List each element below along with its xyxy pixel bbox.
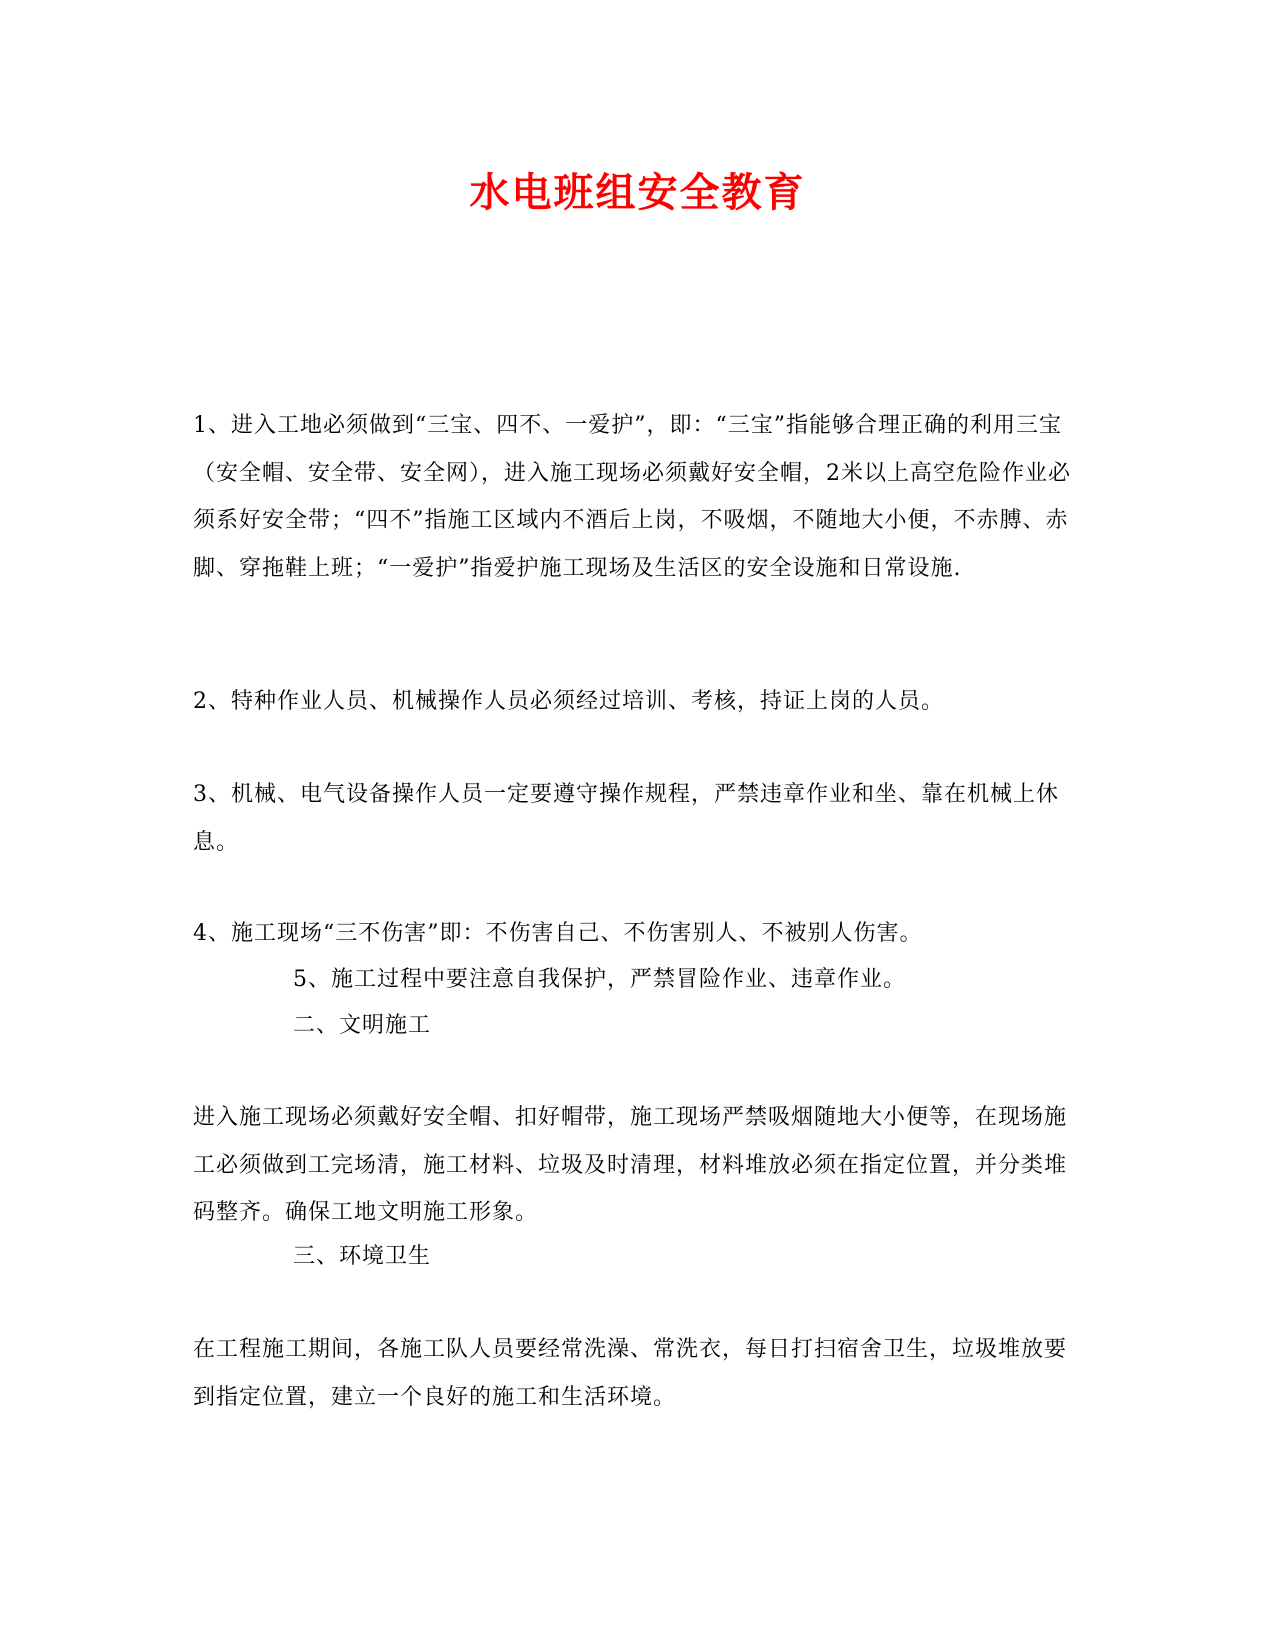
paragraph-item-4: 4、施工现场“三不伤害”即：不伤害自己、不伤害别人、不被别人伤害。 [193, 921, 923, 946]
paragraph-civilized-construction: 进入施工现场必须戴好安全帽、扣好帽带，施工现场严禁吸烟随地大小便等，在现场施工必须做到工完场清，施工材料、垃圾及时清理，材料堆放必须在指定位置，并分类堆码整齐。确保工地文明施工形象。 [193, 1105, 1068, 1225]
paragraph-item-5: 5、施工过程中要注意自我保护，严禁冒险作业、违章作业。 [293, 967, 906, 992]
section-heading-environmental-hygiene: 三、环境卫生 [293, 1244, 432, 1269]
paragraph-item-3: 3、机械、电气设备操作人员一定要遵守操作规程，严禁违章作业和坐、靠在机械上休息。 [193, 782, 1059, 855]
document-title: 水电班组安全教育 [469, 169, 806, 216]
paragraph-item-1: 1、进入工地必须做到“三宝、四不、一爱护”，即：“三宝”指能够合理正确的利用三宝（安全帽、安全带、安全网），进入施工现场必须戴好安全帽，2米以上高空危险作业必须系好安全带；“四不”指施工区域内不酒后上岗，不吸烟，不随地大小便，不赤膊、赤脚、穿拖鞋上班；“一爱护”指爱护施工现场及生活区的安全设施和日常设施. [193, 413, 1071, 581]
section-heading-civilized-construction: 二、文明施工 [293, 1013, 432, 1038]
paragraph-item-2: 2、特种作业人员、机械操作人员必须经过培训、考核，持证上岗的人员。 [193, 689, 944, 714]
paragraph-environmental-hygiene: 在工程施工期间，各施工队人员要经常洗澡、常洗衣，每日打扫宿舍卫生，垃圾堆放要到指定位置，建立一个良好的施工和生活环境。 [193, 1337, 1068, 1410]
